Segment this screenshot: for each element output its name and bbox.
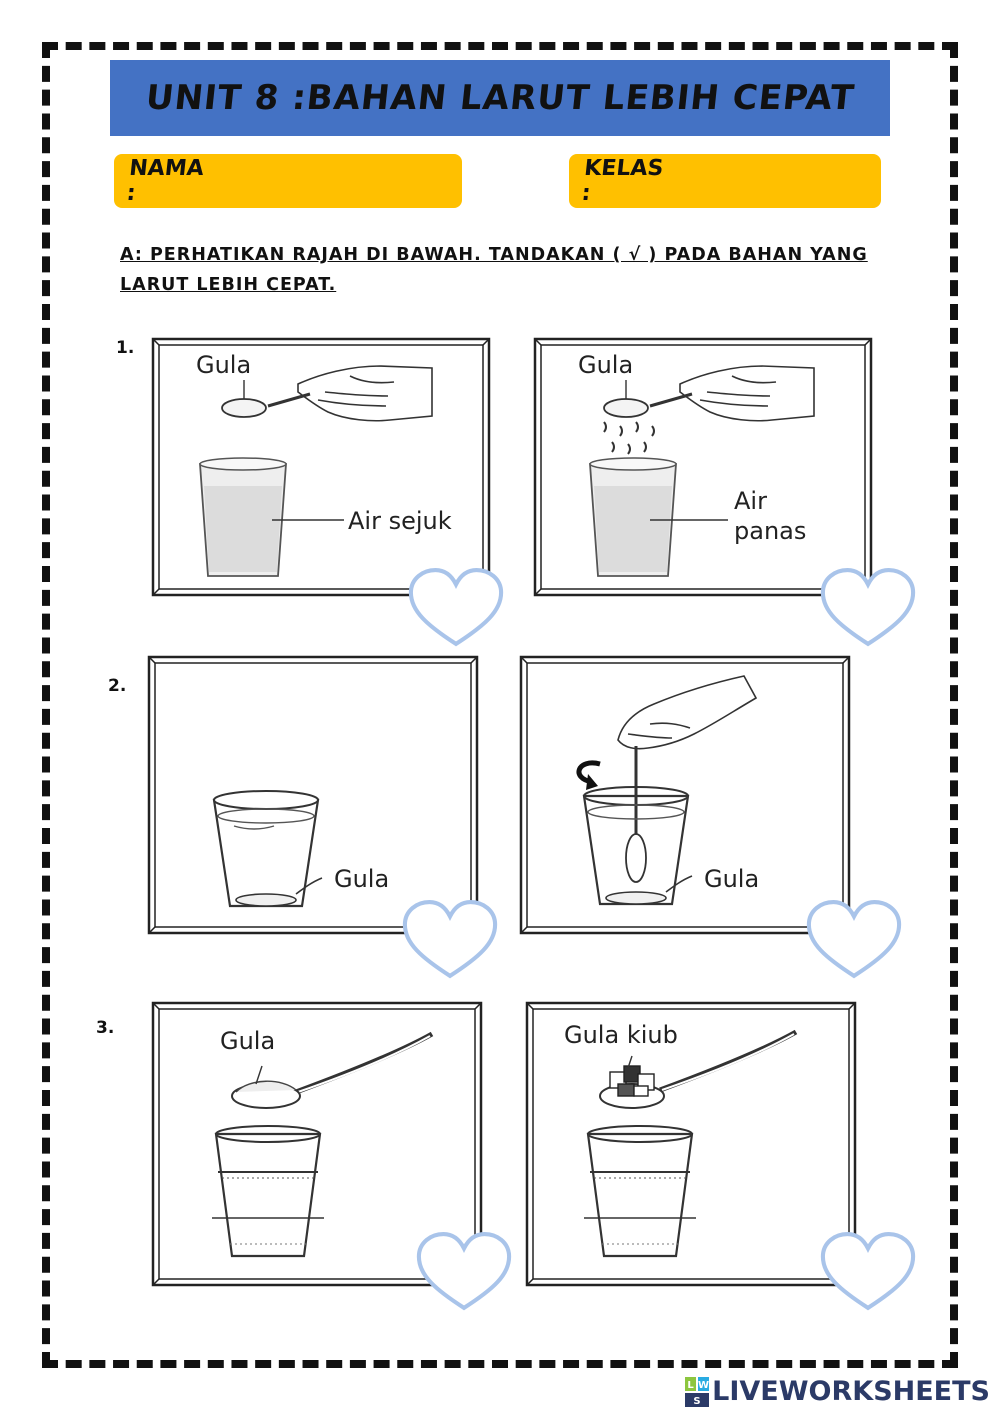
q1-right-panel bbox=[532, 336, 874, 598]
glass-icon bbox=[524, 1000, 858, 1288]
instruction-line-2: LARUT LEBIH CEPAT. bbox=[120, 275, 337, 295]
question-number-2: 2. bbox=[108, 676, 127, 696]
kelas-input[interactable] bbox=[672, 163, 925, 199]
liveworksheets-logo[interactable] bbox=[685, 1376, 990, 1407]
badge-letter-s: S bbox=[693, 1395, 701, 1407]
glass-icon bbox=[518, 654, 852, 936]
q2-right-label-gula: Gula bbox=[704, 865, 760, 893]
heart-icon[interactable] bbox=[396, 898, 504, 980]
nama-label: NAMA : bbox=[125, 156, 205, 206]
q3-right-label-gula-kiub: Gula kiub bbox=[564, 1021, 678, 1049]
badge-letter-w: W bbox=[698, 1379, 710, 1391]
glass-icon bbox=[150, 336, 492, 598]
q1-right-label-panas: panas bbox=[734, 517, 807, 545]
q1-right-label-air: Air bbox=[734, 487, 767, 515]
q3-right-panel bbox=[524, 1000, 858, 1288]
badge-letter-l: L bbox=[687, 1379, 694, 1391]
heart-icon[interactable] bbox=[800, 898, 908, 980]
glass-icon bbox=[532, 336, 874, 598]
question-number-3: 3. bbox=[96, 1018, 115, 1038]
heart-icon[interactable] bbox=[410, 1230, 518, 1312]
q2-right-panel bbox=[518, 654, 852, 936]
heart-icon[interactable] bbox=[814, 1230, 922, 1312]
title-banner bbox=[110, 60, 890, 136]
liveworksheets-badge-icon bbox=[685, 1377, 709, 1407]
q2-left-panel bbox=[146, 654, 480, 936]
q3-left-label-gula: Gula bbox=[220, 1027, 276, 1055]
q1-right-label-gula: Gula bbox=[578, 351, 634, 379]
kelas-label: KELAS : bbox=[580, 156, 665, 206]
q2-left-label-gula: Gula bbox=[334, 865, 390, 893]
heart-icon[interactable] bbox=[814, 566, 922, 648]
q1-left-label-air-sejuk: Air sejuk bbox=[348, 507, 452, 535]
q1-left-panel bbox=[150, 336, 492, 598]
liveworksheets-text: LIVEWORKSHEETS bbox=[712, 1376, 990, 1407]
nama-input[interactable] bbox=[212, 163, 465, 199]
kelas-field-box bbox=[569, 154, 881, 208]
glass-icon bbox=[146, 654, 480, 936]
page-title: UNIT 8 :BAHAN LARUT LEBIH CEPAT bbox=[143, 78, 857, 118]
instruction-line-1: A: PERHATIKAN RAJAH DI BAWAH. TANDAKAN ( √ ) PADA BAHAN YANG bbox=[120, 245, 868, 265]
question-number-1: 1. bbox=[116, 338, 135, 358]
heart-icon[interactable] bbox=[402, 566, 510, 648]
q1-left-label-gula: Gula bbox=[196, 351, 252, 379]
instruction-text bbox=[120, 240, 900, 300]
nama-field-box bbox=[114, 154, 462, 208]
